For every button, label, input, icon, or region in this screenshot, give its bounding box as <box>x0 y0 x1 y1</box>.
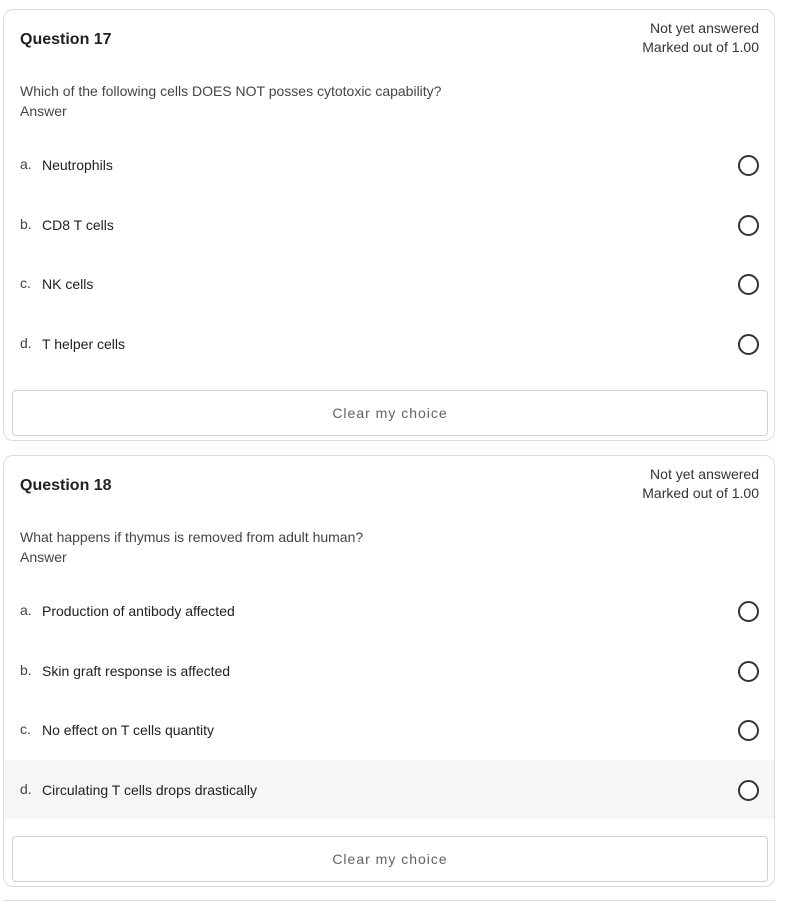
option-a[interactable] <box>4 581 774 641</box>
option-c[interactable] <box>4 700 774 760</box>
marks-info: Marked out of 1.00 <box>642 39 759 55</box>
question-text: What happens if thymus is removed from adult human? <box>20 529 364 545</box>
option-letter: d. <box>20 780 32 797</box>
option-label: Production of antibody affected <box>42 603 235 619</box>
radio-button[interactable] <box>738 661 759 682</box>
radio-button[interactable] <box>738 215 759 236</box>
radio-button[interactable] <box>738 720 759 741</box>
option-c[interactable] <box>4 254 774 314</box>
option-letter: b. <box>20 215 32 232</box>
radio-button[interactable] <box>738 780 759 801</box>
clear-choice-button[interactable]: Clear my choice <box>12 390 768 436</box>
option-d[interactable] <box>4 760 774 820</box>
answer-status: Not yet answered <box>650 466 759 482</box>
answer-options <box>4 135 774 373</box>
question-header <box>4 456 774 522</box>
option-label: NK cells <box>42 276 94 293</box>
radio-button[interactable] <box>738 274 759 295</box>
question-text: Which of the following cells DOES NOT posses cytotoxic capability? <box>20 83 442 99</box>
answer-label: Answer <box>20 103 67 119</box>
option-label: No effect on T cells quantity <box>42 722 214 739</box>
question-card-17 <box>3 9 775 441</box>
answer-status: Not yet answered <box>650 20 759 36</box>
option-label: Neutrophils <box>42 157 113 173</box>
marks-info: Marked out of 1.00 <box>642 485 759 501</box>
question-title: Question 18 <box>20 477 112 494</box>
option-d[interactable] <box>4 314 774 374</box>
radio-button[interactable] <box>738 601 759 622</box>
option-a[interactable] <box>4 135 774 195</box>
radio-button[interactable] <box>738 155 759 176</box>
option-label: Circulating T cells drops drastically <box>42 781 258 798</box>
radio-button[interactable] <box>738 334 759 355</box>
question-card-18 <box>3 455 775 887</box>
next-card-edge <box>3 900 775 901</box>
option-label: T helper cells <box>42 335 126 352</box>
option-letter: c. <box>20 275 31 292</box>
option-letter: a. <box>20 602 32 618</box>
option-letter: b. <box>20 661 32 678</box>
option-letter: d. <box>20 334 32 351</box>
answer-label: Answer <box>20 549 67 565</box>
question-status <box>642 465 759 503</box>
question-status <box>642 19 759 57</box>
option-letter: c. <box>20 721 31 738</box>
clear-choice-button[interactable]: Clear my choice <box>12 836 768 882</box>
option-label: CD8 T cells <box>42 216 114 233</box>
question-title: Question 17 <box>20 31 112 48</box>
option-letter: a. <box>20 156 32 172</box>
answer-options <box>4 581 774 819</box>
option-label: Skin graft response is affected <box>42 662 231 679</box>
option-b[interactable] <box>4 195 774 255</box>
question-header <box>4 10 774 76</box>
option-b[interactable] <box>4 641 774 701</box>
